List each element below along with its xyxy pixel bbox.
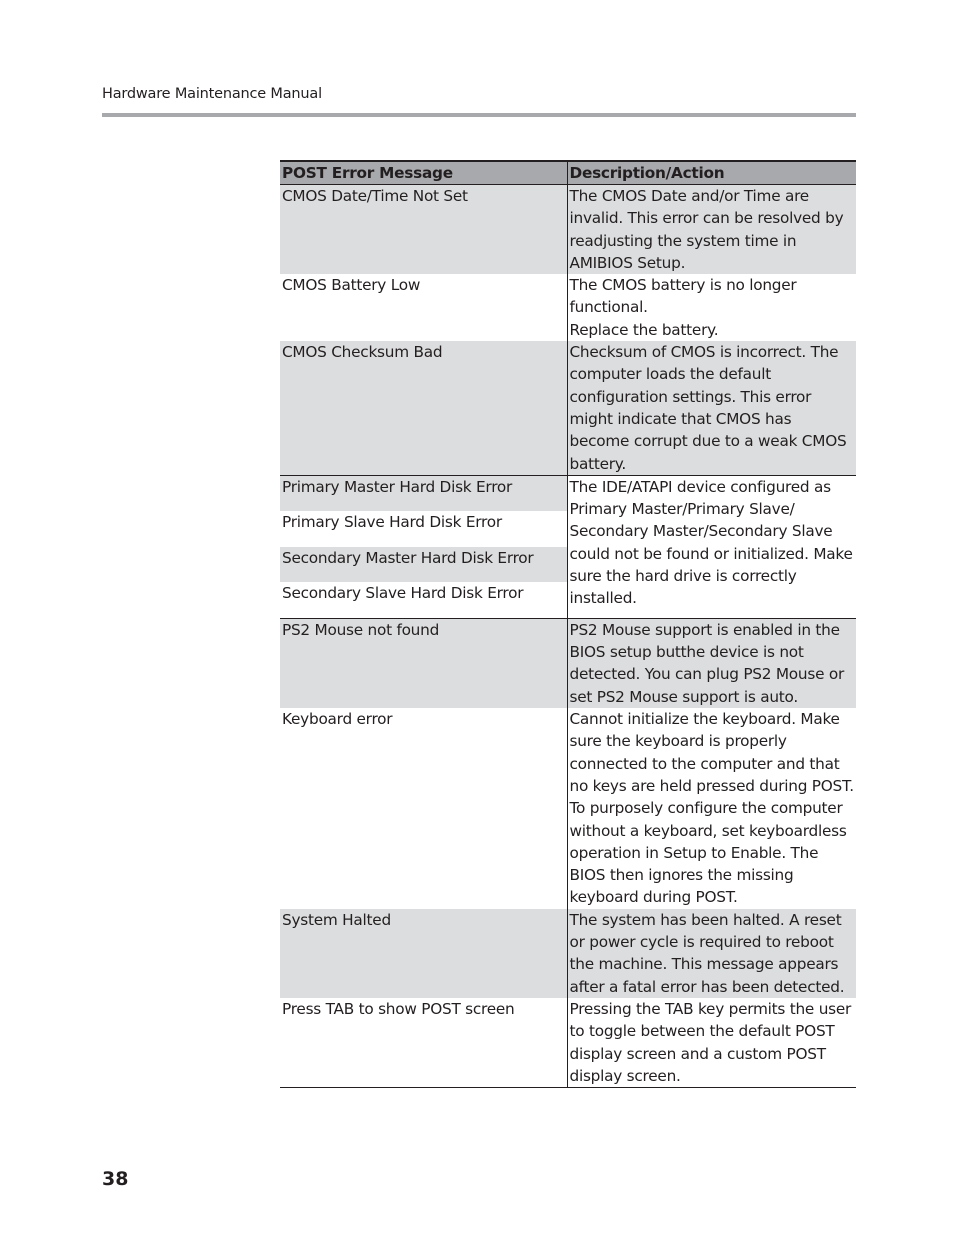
error-message-group [280, 475, 567, 618]
column-header-message: POST Error Message [280, 161, 567, 185]
error-description [567, 274, 856, 341]
error-message: Secondary Master Hard Disk Error [280, 547, 567, 583]
description-text: To purposely configure the computer without a keyboard, set keyboardless operation in Setup to Enable. The BIOS then ignores the missing keyboard during POST. [569, 799, 847, 907]
table-row [280, 475, 856, 618]
running-header: Hardware Maintenance Manual [102, 86, 322, 102]
table-row [280, 708, 856, 909]
error-description [567, 998, 856, 1088]
error-description [567, 618, 856, 708]
description-text: Checksum of CMOS is incorrect. The computer loads the default configuration settings. This error might indicate that CMOS has become corrupt due to a weak CMOS battery. [569, 343, 847, 473]
error-message: CMOS Checksum Bad [280, 341, 567, 475]
error-description [567, 341, 856, 475]
description-text: Replace the battery. [569, 320, 719, 339]
error-message: Primary Slave Hard Disk Error [282, 513, 502, 532]
description-text: The CMOS Date and/or Time are invalid. This error can be resolved by readjusting the system time in AMIBIOS Setup. [569, 187, 844, 272]
error-message: Secondary Slave Hard Disk Error [282, 584, 524, 603]
error-message: PS2 Mouse not found [280, 618, 567, 708]
error-message: System Halted [280, 909, 567, 998]
description-text: Pressing the TAB key permits the user to toggle between the default POST display screen and a custom POST display screen. [569, 999, 852, 1085]
error-description [567, 909, 856, 998]
error-message: CMOS Date/Time Not Set [280, 185, 567, 275]
post-error-table [280, 160, 856, 1088]
table-header-row [280, 161, 856, 185]
column-header-description: Description/Action [567, 161, 856, 185]
table-row [280, 618, 856, 708]
table-row [280, 274, 856, 341]
table-row [280, 185, 856, 275]
header-rule [102, 113, 856, 117]
description-text: The IDE/ATAPI device configured as Primary Master/Primary Slave/ Secondary Master/Secondary Slave could not be found or initialized. Make sure the hard drive is correctly installed. [569, 477, 853, 608]
error-description [567, 185, 856, 275]
description-text: The CMOS battery is no longer functional. [569, 276, 797, 317]
error-description [567, 708, 856, 909]
table-row [280, 998, 856, 1088]
table-row [280, 909, 856, 998]
table-row [280, 341, 856, 475]
error-message: Keyboard error [282, 710, 393, 729]
error-description [567, 475, 856, 618]
error-message: CMOS Battery Low [282, 276, 421, 295]
error-message: Press TAB to show POST screen [280, 998, 567, 1088]
description-text: PS2 Mouse support is enabled in the BIOS setup butthe device is not detected. You can plug PS2 Mouse or set PS2 Mouse support is auto. [569, 620, 845, 706]
page-number: 38 [102, 1168, 129, 1190]
error-message: Primary Master Hard Disk Error [280, 476, 567, 512]
description-text: Cannot initialize the keyboard. Make sure the keyboard is properly connected to the computer and that no keys are held pressed during POST. [569, 710, 854, 795]
description-text: The system has been halted. A reset or power cycle is required to reboot the machine. This message appears after a fatal error has been detected. [569, 910, 845, 996]
